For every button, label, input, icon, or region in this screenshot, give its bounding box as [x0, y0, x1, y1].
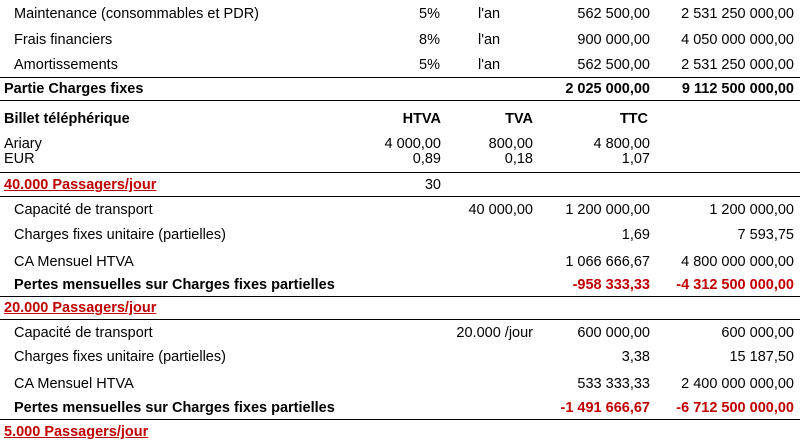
days-count: 30 [424, 177, 441, 193]
row-label: CA Mensuel HTVA [14, 254, 134, 270]
row-htva: 4 000,00 [384, 136, 441, 152]
total-label: Partie Charges fixes [4, 81, 144, 97]
row-value-2: 2 531 250 000,00 [681, 57, 794, 73]
row-label: EUR [4, 151, 35, 167]
row-tva: 0,18 [504, 151, 533, 167]
header-ttc: TTC [619, 111, 648, 127]
row-value-1: 1 200 000,00 [565, 202, 650, 218]
section-title: 5.000 Passagers/jour [4, 424, 149, 440]
row-value-1: 600 000,00 [577, 325, 650, 341]
total-value-1: 2 025 000,00 [565, 81, 650, 97]
row-percent: 8% [419, 32, 440, 48]
row-label: Charges fixes unitaire (partielles) [14, 349, 226, 365]
row-value-2: 600 000,00 [721, 325, 794, 341]
row-value-2: 1 200 000,00 [709, 202, 794, 218]
row-label: Pertes mensuelles sur Charges fixes partielles [14, 277, 335, 293]
row-value-2: -6 712 500 000,00 [676, 400, 794, 416]
total-value-2: 9 112 500 000,00 [681, 81, 794, 97]
divider [0, 196, 800, 197]
row-percent: 5% [419, 6, 440, 22]
row-value-2: 7 593,75 [737, 227, 794, 243]
billet-title: Billet téléphérique [4, 111, 130, 127]
row-capacity: 20.000 /jour [456, 325, 533, 341]
row-value-1: 562 500,00 [577, 57, 650, 73]
row-label: Charges fixes unitaire (partielles) [14, 227, 226, 243]
row-label: Maintenance (consommables et PDR) [14, 6, 259, 22]
header-htva: HTVA [402, 111, 441, 127]
row-label: CA Mensuel HTVA [14, 376, 134, 392]
divider [0, 319, 800, 320]
row-value-2: 15 187,50 [729, 349, 794, 365]
row-value-2: 4 800 000 000,00 [681, 254, 794, 270]
row-value-2: 2 400 000 000,00 [681, 376, 794, 392]
row-value-1: -1 491 666,67 [560, 400, 650, 416]
row-tva: 800,00 [488, 136, 533, 152]
row-label: Ariary [4, 136, 42, 152]
row-value-1: 1,69 [621, 227, 650, 243]
section-title: 20.000 Passagers/jour [4, 300, 157, 316]
row-period: l'an [478, 32, 501, 48]
row-label: Amortissements [14, 57, 118, 73]
row-value-2: 2 531 250 000,00 [681, 6, 794, 22]
row-value-2: 4 050 000 000,00 [681, 32, 794, 48]
row-value-1: 533 333,33 [577, 376, 650, 392]
row-value-1: 900 000,00 [577, 32, 650, 48]
row-value-1: 562 500,00 [577, 6, 650, 22]
section-title: 40.000 Passagers/jour [4, 177, 157, 193]
row-value-2: -4 312 500 000,00 [676, 277, 794, 293]
divider [0, 172, 800, 173]
row-htva: 0,89 [412, 151, 441, 167]
row-ttc: 1,07 [621, 151, 650, 167]
row-ttc: 4 800,00 [593, 136, 650, 152]
row-value-1: 1 066 666,67 [565, 254, 650, 270]
header-tva: TVA [505, 111, 533, 127]
divider [0, 77, 800, 78]
row-label: Pertes mensuelles sur Charges fixes partielles [14, 400, 335, 416]
row-period: l'an [478, 6, 501, 22]
row-label: Capacité de transport [14, 202, 153, 218]
divider [0, 100, 800, 101]
row-capacity: 40 000,00 [468, 202, 533, 218]
row-period: l'an [478, 57, 501, 73]
row-value-1: 3,38 [621, 349, 650, 365]
divider [0, 419, 800, 420]
row-label: Capacité de transport [14, 325, 153, 341]
row-value-1: -958 333,33 [572, 277, 650, 293]
divider [0, 296, 800, 297]
row-label: Frais financiers [14, 32, 113, 48]
row-percent: 5% [419, 57, 440, 73]
